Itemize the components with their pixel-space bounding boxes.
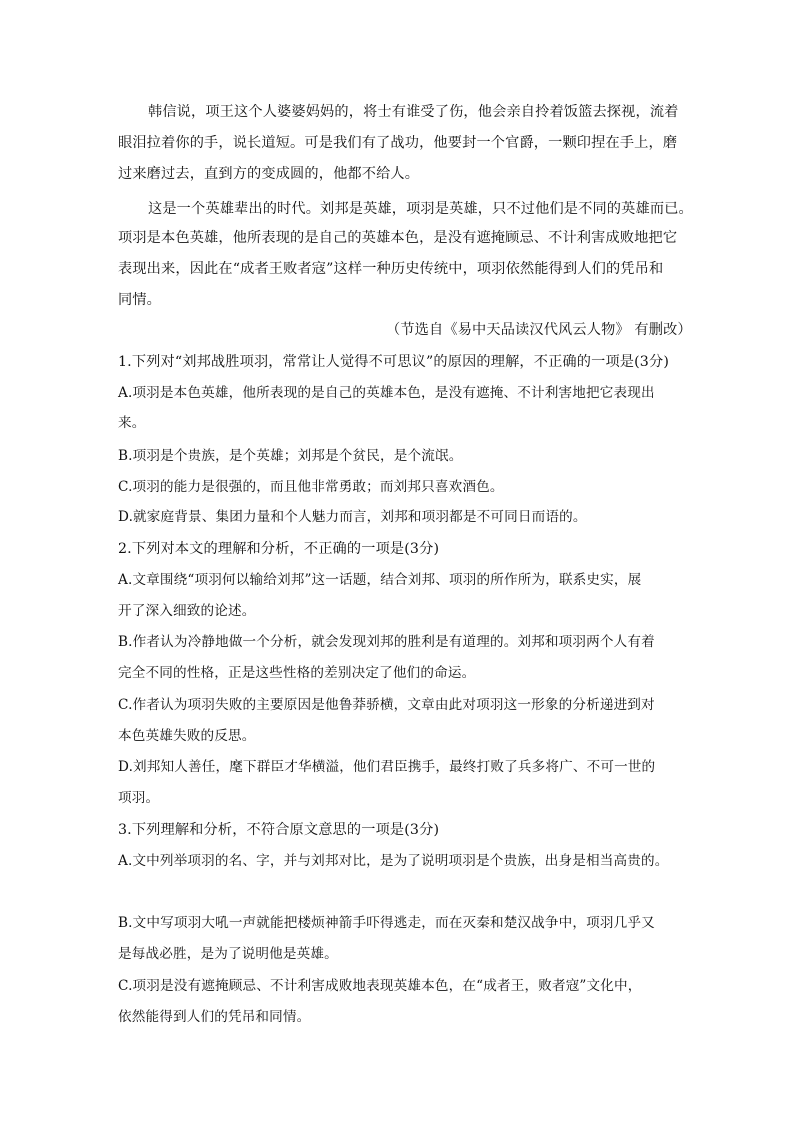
source-citation: （节选自《易中天品读汉代风云人物》 有删改） (386, 322, 692, 338)
text-line: 过来磨过去，直到方的变成圆的，他都不给人。 (118, 166, 420, 182)
option-c-continued: 本色英雄失败的反思。 (118, 728, 256, 744)
option-b: B.作者认为冷静地做一个分析，就会发现刘邦的胜利是有道理的。刘邦和项羽两个人有着 (118, 634, 655, 650)
option-b: B.项羽是个贵族，是个英雄；刘邦是个贫民，是个流氓。 (118, 448, 463, 464)
option-b-continued: 完全不同的性格，正是这些性格的差别决定了他们的命运。 (118, 665, 476, 681)
text-line: 这是一个英雄辈出的时代。刘邦是英雄，项羽是英雄，只不过他们是不同的英雄而已。 (148, 201, 693, 217)
option-b-continued: 是每战必胜，是为了说明他是英雄。 (118, 946, 338, 962)
option-a: A.文中列举项羽的名、字，并与刘邦对比，是为了说明项羽是个贵族，出身是相当高贵的。 (118, 853, 669, 869)
option-b: B.文中写项羽大吼一声就能把楼烦神箭手吓得逃走，而在灭秦和楚汉战争中，项羽几乎又 (118, 915, 655, 931)
question-stem: 3.下列理解和分析，不符合原文意思的一项是(3分) (118, 822, 440, 838)
option-d: D.刘邦知人善任，麾下群臣才华横溢，他们君臣携手，最终打败了兵多将广、不可一世的 (118, 759, 656, 775)
question-stem: 1.下列对“刘邦战胜项羽，常常让人觉得不可思议”的原因的理解，不正确的一项是(3分) (118, 354, 670, 370)
option-a: A.项羽是本色英雄，他所表现的是自己的英雄本色，是没有遮掩、不计利害地把它表现出 (118, 385, 655, 401)
option-c: C.作者认为项羽失败的主要原因是他鲁莽骄横，文章由此对项羽这一形象的分析递进到对 (118, 697, 655, 713)
text-line: 同情。 (118, 292, 162, 308)
option-d-continued: 项羽。 (118, 790, 160, 806)
option-d: D.就家庭背景、集团力量和个人魅力而言，刘邦和项羽都是不可同日而语的。 (118, 509, 587, 525)
option-c: C.项羽的能力是很强的，而且他非常勇敢；而刘邦只喜欢酒色。 (118, 479, 504, 495)
text-line: 韩信说，项王这个人婆婆妈妈的，将士有谁受了伤，他会亲自拎着饭篮去探视，流着 (148, 104, 679, 120)
question-stem: 2.下列对本文的理解和分析，不正确的一项是(3分) (118, 541, 440, 557)
option-a-continued: 来。 (118, 415, 146, 431)
option-a: A.文章围绕“项羽何以输给刘邦”这一话题，结合刘邦、项羽的所作所为，联系史实，展 (118, 572, 642, 588)
text-line: 表现出来，因此在“成者王败者寇”这样一种历史传统中，项羽依然能得到人们的凭吊和 (118, 261, 664, 277)
option-a-continued: 开了深入细致的论述。 (118, 603, 256, 619)
option-c-continued: 依然能得到人们的凭吊和同情。 (118, 1009, 311, 1025)
text-line: 项羽是本色英雄，他所表现的是自己的英雄本色，是没有遮掩顾忌、不计利害成败地把它 (118, 230, 678, 246)
option-c: C.项羽是没有遮掩顾忌、不计利害成败地表现英雄本色，在“成者王，败者寇”文化中， (118, 978, 642, 994)
text-line: 眼泪拉着你的手，说长道短。可是我们有了战功，他要封一个官爵，一颗印捏在手上，磨 (118, 135, 678, 151)
